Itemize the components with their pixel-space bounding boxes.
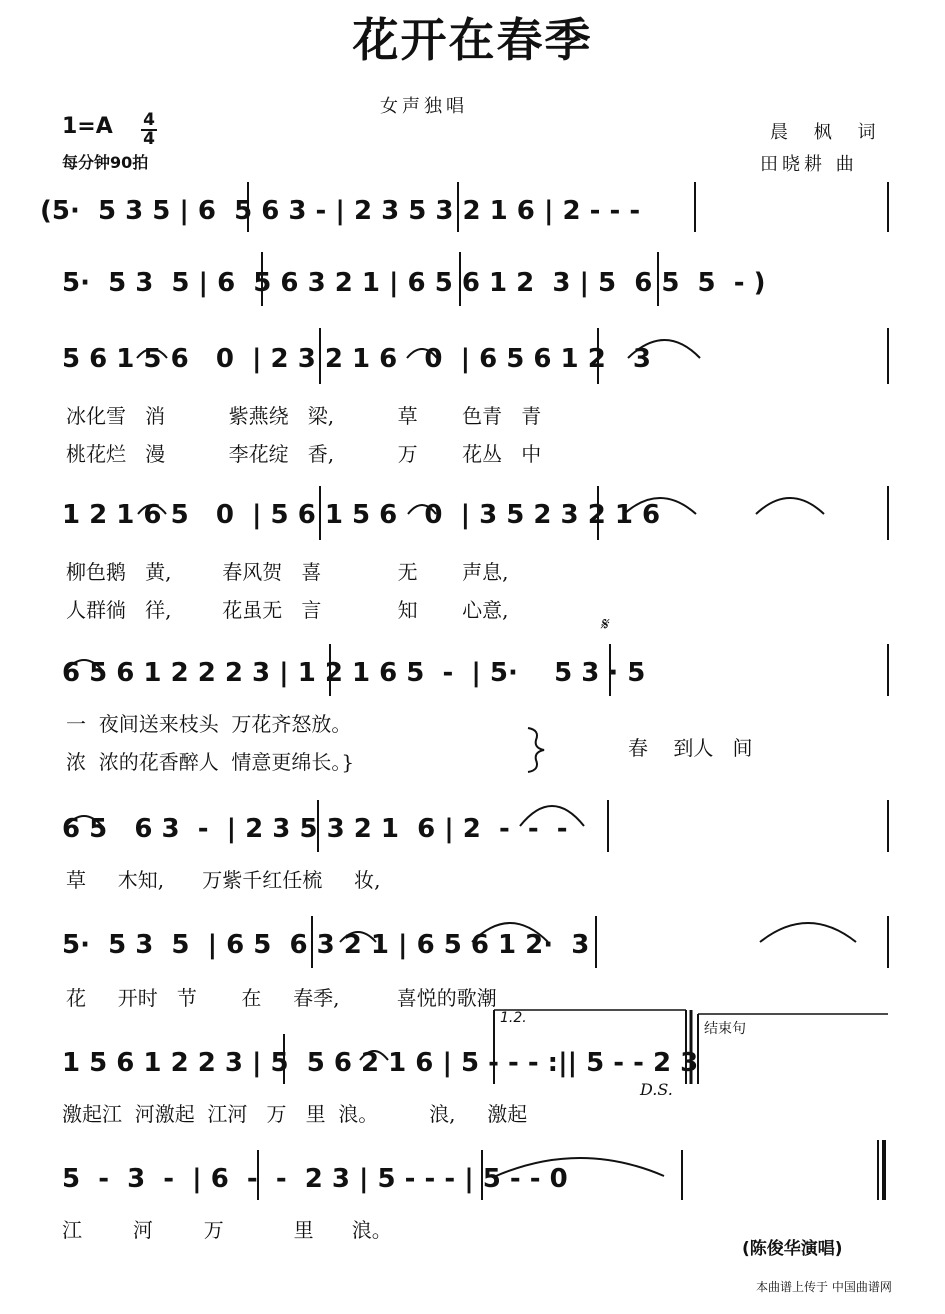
notes-row-9: 5 - 3 - | 6 - - 2 3 | 5 - - - | 5 - - 0 [62,1164,568,1194]
lyric-row-5-verse-1: 一 夜间送来枝头 万花齐怒放。 [66,712,352,736]
lyric-row-4-verse-2: 人群徜 徉, 花虽无 言 知 心意, [66,598,509,622]
lyric-row-8: 激起江 河激起 江河 万 里 浪。 浪, 激起 [62,1102,528,1126]
lyric-row-3-verse-1: 冰化雪 消 紫燕绕 梁, 草 色青 青 [66,404,542,428]
final-ending-label: 结束句 [704,1021,746,1037]
notes-row-2: 5· 5 3 5 | 6 5 6 3 2 1 | 6 5 6 1 2 3 | 5 6 5 5 - ) [62,268,766,298]
lyric-row-3-verse-2: 桃花烂 漫 李花绽 香, 万 花丛 中 [66,442,542,466]
time-top: 4 [143,110,155,130]
notes-row-7: 5· 5 3 5 | 6 5 6 3 2 1 | 6 5 6 1 2· 3 [62,930,590,960]
segno-sign: 𝄋 [600,614,608,635]
lyricist-credit: 晨 枫 词 [770,122,886,143]
notes-row-8: 1 5 6 1 2 2 3 | 5 5 6 2 1 6 | 5 - - - :|| 5 - - 2 3 [62,1048,699,1078]
notes-row-1: (5· 5 3 5 | 6 5 6 3 - | 2 3 5 3 2 1 6 | 2 - - - [40,196,641,226]
notes-row-4: 1 2 1 6 5 0 | 5 6 1 5 6 0 | 3 5 2 3 2 1 6 [62,500,661,530]
lyric-row-9: 江 河 万 里 浪。 [62,1218,392,1242]
staff-row-3 [0,344,945,494]
notes-row-6: 6 5 6 3 - | 2 3 5 3 2 1 6 | 2 - - - [62,814,568,844]
lyric-row-4-verse-1: 柳色鹅 黄, 春风贺 喜 无 声息, [66,560,509,584]
lyric-row-5-verse-2: 浓 浓的花香醉人 情意更绵长。} [66,750,355,774]
notes-row-5: 6 5 6 1 2 2 2 3 | 1 2 1 6 5 - | 5· 5 3 · 5 [62,658,646,688]
key-signature: 1=A [62,114,113,139]
song-subtitle: 女声独唱 [380,96,468,117]
song-title: 花开在春季 [352,13,593,67]
notes-row-3: 5 6 1 5 6 0 | 2 3 2 1 6 0 | 6 5 6 1 2 3 [62,344,652,374]
staff-row-5 [0,658,945,808]
ending-bracket-label: 1.2. [500,1010,527,1026]
time-bottom: 4 [143,129,155,149]
tempo-marking: 每分钟90拍 [62,153,149,172]
upload-watermark: 本曲谱上传于 中国曲谱网 [756,1280,892,1294]
lyric-row-7: 花 开时 节 在 春季, 喜悦的歌潮 [66,986,497,1010]
composer-credit: 田晓耕 曲 [760,154,858,175]
dal-segno-mark: D.S. [640,1080,673,1099]
staff-row-4 [0,500,945,650]
time-signature [140,112,158,148]
lyric-row-6: 草 木知, 万紫千红任梳 妆, [66,868,381,892]
lyric-spring-arrives: 春 到人 间 [628,736,753,760]
performer-credit: (陈俊华演唱) [742,1239,843,1259]
